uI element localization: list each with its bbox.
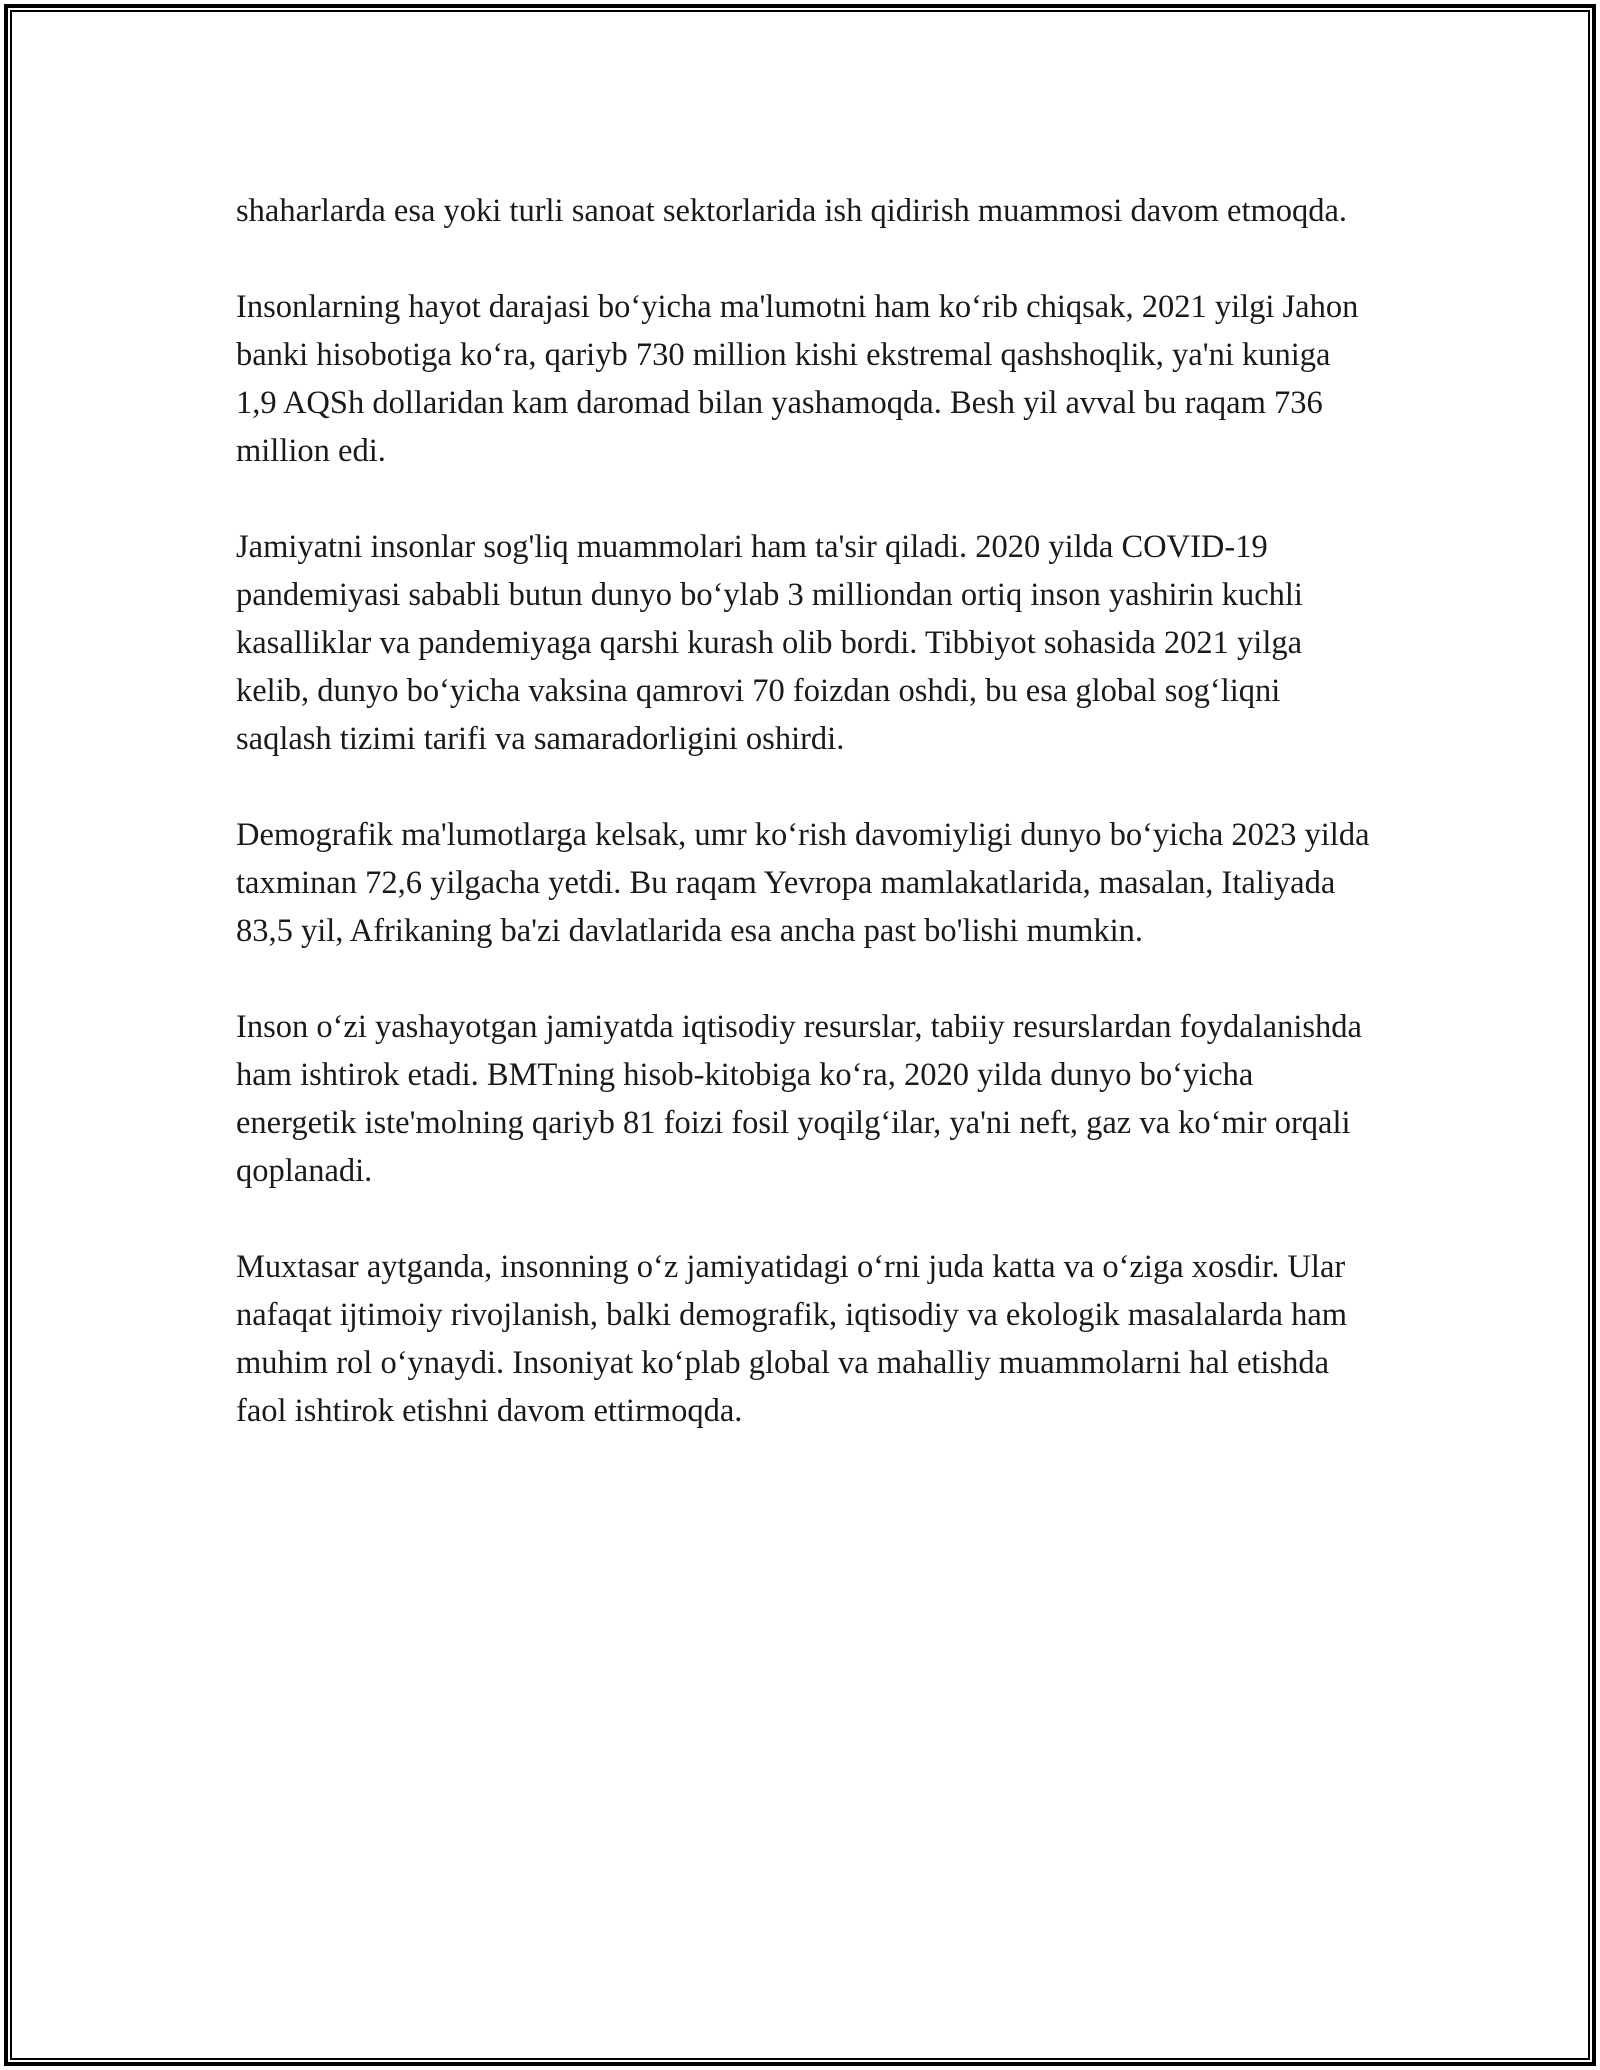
paragraph-demographics: Demografik ma'lumotlarga kelsak, umr ko‘rish davomiyligi dunyo bo‘yicha 2023 yilda taxminan 72,6 yilgacha yetdi. Bu raqam Yevropa mamlakatlarida, masalan, Italiyada 83,5 yil, Afrikaning ba'zi davlatlarida esa ancha past bo'lishi mumkin.: [236, 817, 1370, 949]
paragraph-resources: Inson o‘zi yashayotgan jamiyatda iqtisodiy resurslar, tabiiy resurslardan foydalanishda ham ishtirok etadi. BMTning hisob-kitobiga ko‘ra, 2020 yilda dunyo bo‘yicha energetik iste'molning qariyb 81 foizi fosil yoqilg‘ilar, ya'ni neft, gaz va ko‘mir orqali qoplanadi.: [236, 1009, 1362, 1189]
paragraph-living-standards: Insonlarning hayot darajasi bo‘yicha ma'lumotni ham ko‘rib chiqsak, 2021 yilgi Jahon banki hisobotiga ko‘ra, qariyb 730 million kishi ekstremal qashshoqlik, ya'ni kuniga 1,9 AQSh dollaridan kam daromad bilan yashamoqda. Besh yil avval bu raqam 736 million edi.: [236, 289, 1359, 469]
paragraph-conclusion: Muxtasar aytganda, insonning o‘z jamiyatidagi o‘rni juda katta va o‘ziga xosdir. Ular nafaqat ijtimoiy rivojlanish, balki demografik, iqtisodiy va ekologik masalalarda ham muhim rol o‘ynaydi. Insoniyat ko‘plab global va mahalliy muammolarni hal etishda faol ishtirok etishni davom ettirmoqda.: [236, 1249, 1348, 1429]
paragraph-job-search: shaharlarda esa yoki turli sanoat sektorlarida ish qidirish muammosi davom etmoqda.: [236, 193, 1348, 229]
paragraph-health: Jamiyatni insonlar sog'liq muammolari ham ta'sir qiladi. 2020 yilda COVID-19 pandemiyasi sababli butun dunyo bo‘ylab 3 milliondan ortiq inson yashirin kuchli kasalliklar va pandemiyaga qarshi kurash olib bordi. Tibbiyot sohasida 2021 yilga kelib, dunyo bo‘yicha vaksina qamrovi 70 foizdan oshdi, bu esa global sog‘liqni saqlash tizimi tarifi va samaradorligini oshirdi.: [236, 529, 1303, 757]
document-body: [236, 187, 1376, 1483]
